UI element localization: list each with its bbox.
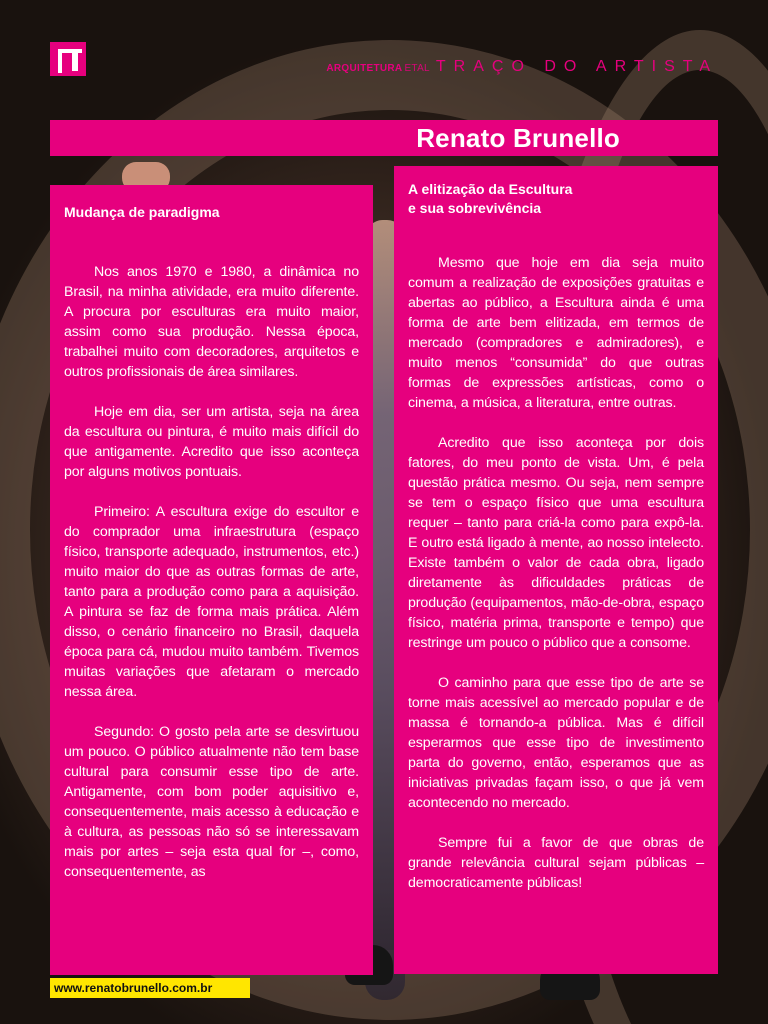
right-column-heading	[408, 180, 704, 218]
right-heading-line2: e sua sobrevivência	[408, 200, 542, 216]
paragraph: O caminho para que esse tipo de arte se torne mais acessível ao mercado popular e de massa é tornando-a pública. Mas é difícil esperarmos que esse tipo de investimento parta do governo, então, esperamos que as iniciativas privadas façam isso, o que já vem acontecendo no mercado.	[408, 675, 704, 811]
category-bold: ARQUITETURA	[326, 63, 403, 74]
title-bar	[50, 120, 718, 156]
website-link[interactable]: www.renatobrunello.com.br	[50, 978, 250, 998]
right-column	[394, 166, 718, 974]
right-heading-line1: A elitização da Escultura	[408, 181, 573, 197]
paragraph: Mesmo que hoje em dia seja muito comum a realização de exposições gratuitas e abertas ao público, a Escultura ainda é uma forma de arte bem elitizada, em termos de mercado (compradores e admiradores), e muito menos “consumida” do que outras formas de expressões artísticas, como o cinema, a música, a literatura, entre outras.	[408, 255, 704, 411]
section-header	[326, 58, 718, 76]
paragraph: Nos anos 1970 e 1980, a dinâmica no Brasil, na minha atividade, era muito diferente. A procura por esculturas era muito maior, assim como sua produção. Nessa época, trabalhei muito com decoradores, arquitetos e outros profissionais de área similares.	[64, 264, 359, 380]
paragraph: Hoje em dia, ser um artista, seja na área da escultura ou pintura, é muito mais difícil do que antigamente. Acredito que isso aconteça por alguns motivos pontuais.	[64, 404, 359, 480]
paragraph: Primeiro: A escultura exige do escultor e do comprador uma infraestrutura (espaço físico, transporte adequado, instrumentos, etc.) muito maior do que as outras formas de arte, tanto para a produção como para a aquisição. A pintura se faz de forma mais prática. Além disso, o cenário financeiro no Brasil, daquela época para cá, mudou muito também. Tivemos muitas variações que afetaram o mercado nessa área.	[64, 504, 359, 700]
paragraph: Sempre fui a favor de que obras de grande relevância cultural sejam públicas – democraticamente públicas!	[408, 835, 704, 891]
left-column-body	[64, 262, 359, 984]
paragraph: Acredito que isso aconteça por dois fatores, do meu ponto de vista. Um, é pela questão prática mesmo. Ou seja, nem sempre se tem o espaço físico que uma escultura requer – tanto para criá-la como para expô-la. E outro está ligado à mente, ao nosso intelecto. Existe também o valor de cada obra, ligado diretamente às dificuldades práticas de produção (equipamentos, mão-de-obra, espaço físico, matéria prima, transporte e tempo) que restringe um pouco o público que a consome.	[408, 435, 704, 651]
magazine-logo-icon	[50, 42, 86, 76]
category-light: ETAL	[404, 63, 430, 74]
paragraph: Segundo: O gosto pela arte se desvirtuou um pouco. O público atualmente não tem base cultural para consumir esse tipo de arte. Antigamente, com bom poder aquisitivo e, consequentemente, mais acesso à educação e à cultura, as pessoas não só se interessavam mais por artes – seja esta qual for –, como, consequentemente, as	[64, 724, 359, 880]
left-column-heading: Mudança de paradigma	[64, 204, 220, 220]
article-title: Renato Brunello	[416, 122, 620, 153]
left-column	[50, 185, 373, 975]
section-title: TRAÇO DO ARTISTA	[435, 58, 718, 75]
